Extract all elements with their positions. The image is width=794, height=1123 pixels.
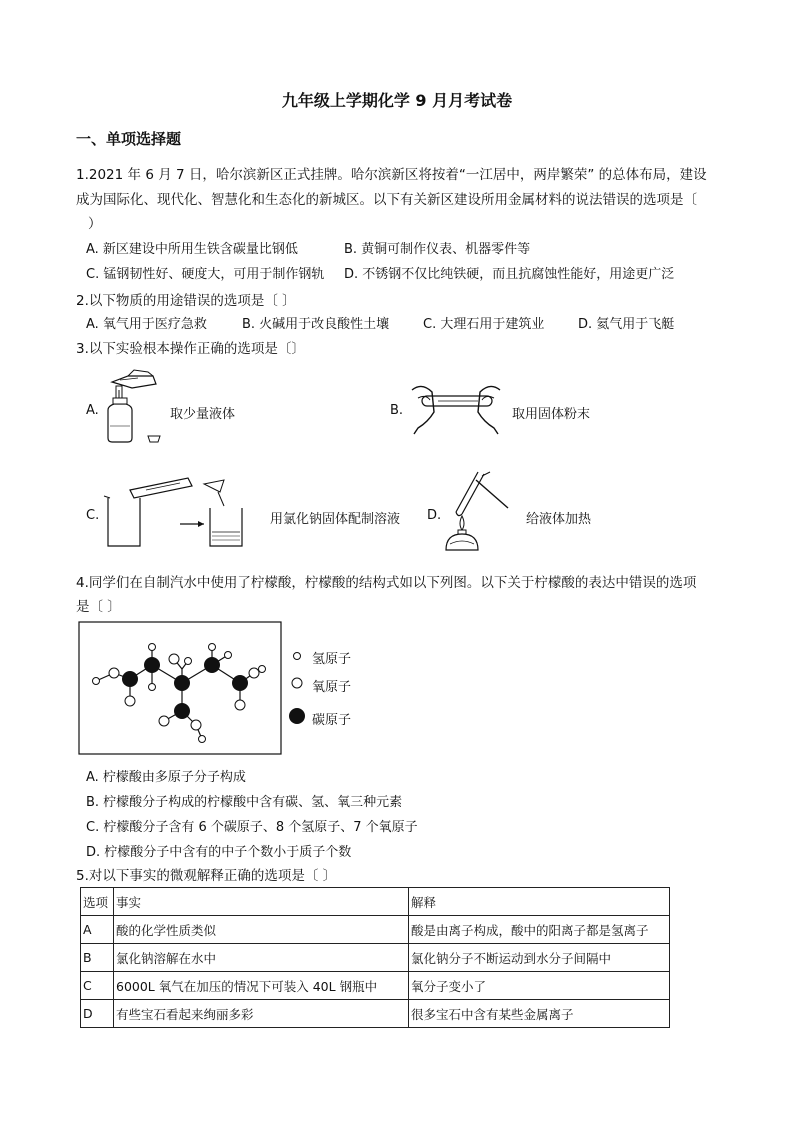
q3-option-b-text: 取用固体粉末 [512, 407, 591, 422]
q4-option-a: A. 柠檬酸由多原子分子构成 [86, 770, 246, 785]
q1-stem-line2: 成为国际化、现代化、智慧化和生态化的新城区。以下有关新区建设所用金属材料的说法错误的选项是〔 [76, 192, 697, 208]
hydrogen-atom-legend-icon [292, 651, 302, 661]
test-tube-hands-illustration [408, 378, 504, 438]
q5-stem: 5.对以下事实的微观解释正确的选项是〔 〕 [76, 868, 337, 884]
q2-option-c: C. 大理石用于建筑业 [423, 317, 545, 332]
q3-option-c-letter: C. [86, 508, 100, 523]
row-fact: 氯化钠溶解在水中 [114, 944, 409, 972]
row-explanation: 氧分子变小了 [409, 972, 670, 1000]
table-row [81, 916, 670, 944]
table-row [81, 944, 670, 972]
q3-stem: 3.以下实验根本操作正确的选项是〔〕 [76, 341, 305, 357]
beaker-pouring-illustration [100, 476, 268, 552]
q1-option-d: D. 不锈钢不仅比纯铁硬，而且抗腐蚀性能好，用途更广泛 [344, 267, 675, 282]
q3-option-a-letter: A. [86, 403, 99, 418]
q1-stem-line3: ） [88, 216, 102, 232]
q3-option-a-text: 取少量液体 [170, 407, 236, 422]
row-fact: 有些宝石看起来绚丽多彩 [114, 1000, 409, 1028]
q3-option-b-letter: B. [390, 403, 404, 418]
row-fact: 酸的化学性质类似 [114, 916, 409, 944]
q4-option-d: D. 柠檬酸分子中含有的中子个数小于质子个数 [86, 845, 352, 860]
table-row [81, 1000, 670, 1028]
legend-oxygen-label: 氧原子 [312, 680, 352, 695]
page-title: 九年级上学期化学 9 月月考试卷 [281, 91, 513, 110]
carbon-atom-legend-icon [288, 707, 306, 725]
q2-option-d: D. 氦气用于飞艇 [578, 317, 675, 332]
q4-stem-line1: 4.同学们在自制汽水中使用了柠檬酸，柠檬酸的结构式如以下列图。以下关于柠檬酸的表达中错误的选项 [76, 575, 697, 591]
row-explanation: 酸是由离子构成，酸中的阳离子都是氢离子 [409, 916, 670, 944]
q3-option-c-text: 用氯化钠固体配制溶液 [270, 512, 401, 527]
q2-option-a: A. 氧气用于医疗急救 [86, 317, 207, 332]
row-option: D [81, 1000, 114, 1028]
oxygen-atom-legend-icon [290, 676, 304, 690]
q1-option-a: A. 新区建设中所用生铁含碳量比钢低 [86, 242, 298, 257]
row-fact: 6000L 氧气在加压的情况下可装入 40L 钢瓶中 [114, 972, 409, 1000]
header-fact: 事实 [114, 888, 409, 916]
q4-stem-line2: 是〔 〕 [76, 599, 121, 615]
row-option: B [81, 944, 114, 972]
row-explanation: 氯化钠分子不断运动到水分子间隔中 [409, 944, 670, 972]
q2-option-b: B. 火碱用于改良酸性土壤 [242, 317, 390, 332]
table-header-row [81, 888, 670, 916]
alcohol-lamp-heating-illustration [438, 470, 524, 554]
q1-stem-line1: 1.2021 年 6 月 7 日，哈尔滨新区正式挂牌。哈尔滨新区将按着“一江居中，两岸繁荣” 的总体布局，建设 [76, 167, 707, 183]
q4-option-c: C. 柠檬酸分子含有 6 个碳原子、8 个氢原子、7 个氧原子 [86, 820, 418, 835]
citric-acid-structure-diagram [78, 621, 282, 755]
legend-carbon-label: 碳原子 [312, 713, 352, 728]
q3-option-d-letter: D. [427, 508, 442, 523]
q1-option-b: B. 黄铜可制作仪表、机器零件等 [344, 242, 531, 257]
table-row [81, 972, 670, 1000]
q3-option-d-text: 给液体加热 [526, 512, 592, 527]
q5-table [80, 887, 670, 1028]
row-option: C [81, 972, 114, 1000]
q1-option-c: C. 锰钢韧性好、硬度大，可用于制作钢轨 [86, 267, 325, 282]
q2-stem: 2.以下物质的用途错误的选项是〔 〕 [76, 293, 296, 309]
row-option: A [81, 916, 114, 944]
legend-hydrogen-label: 氢原子 [312, 652, 352, 667]
row-explanation: 很多宝石中含有某些金属离子 [409, 1000, 670, 1028]
header-explanation: 解释 [409, 888, 670, 916]
dropper-bottle-illustration [98, 368, 168, 446]
q4-option-b: B. 柠檬酸分子构成的柠檬酸中含有碳、氢、氧三种元素 [86, 795, 403, 810]
section-heading: 一、单项选择题 [76, 130, 182, 148]
header-option: 选项 [81, 888, 114, 916]
